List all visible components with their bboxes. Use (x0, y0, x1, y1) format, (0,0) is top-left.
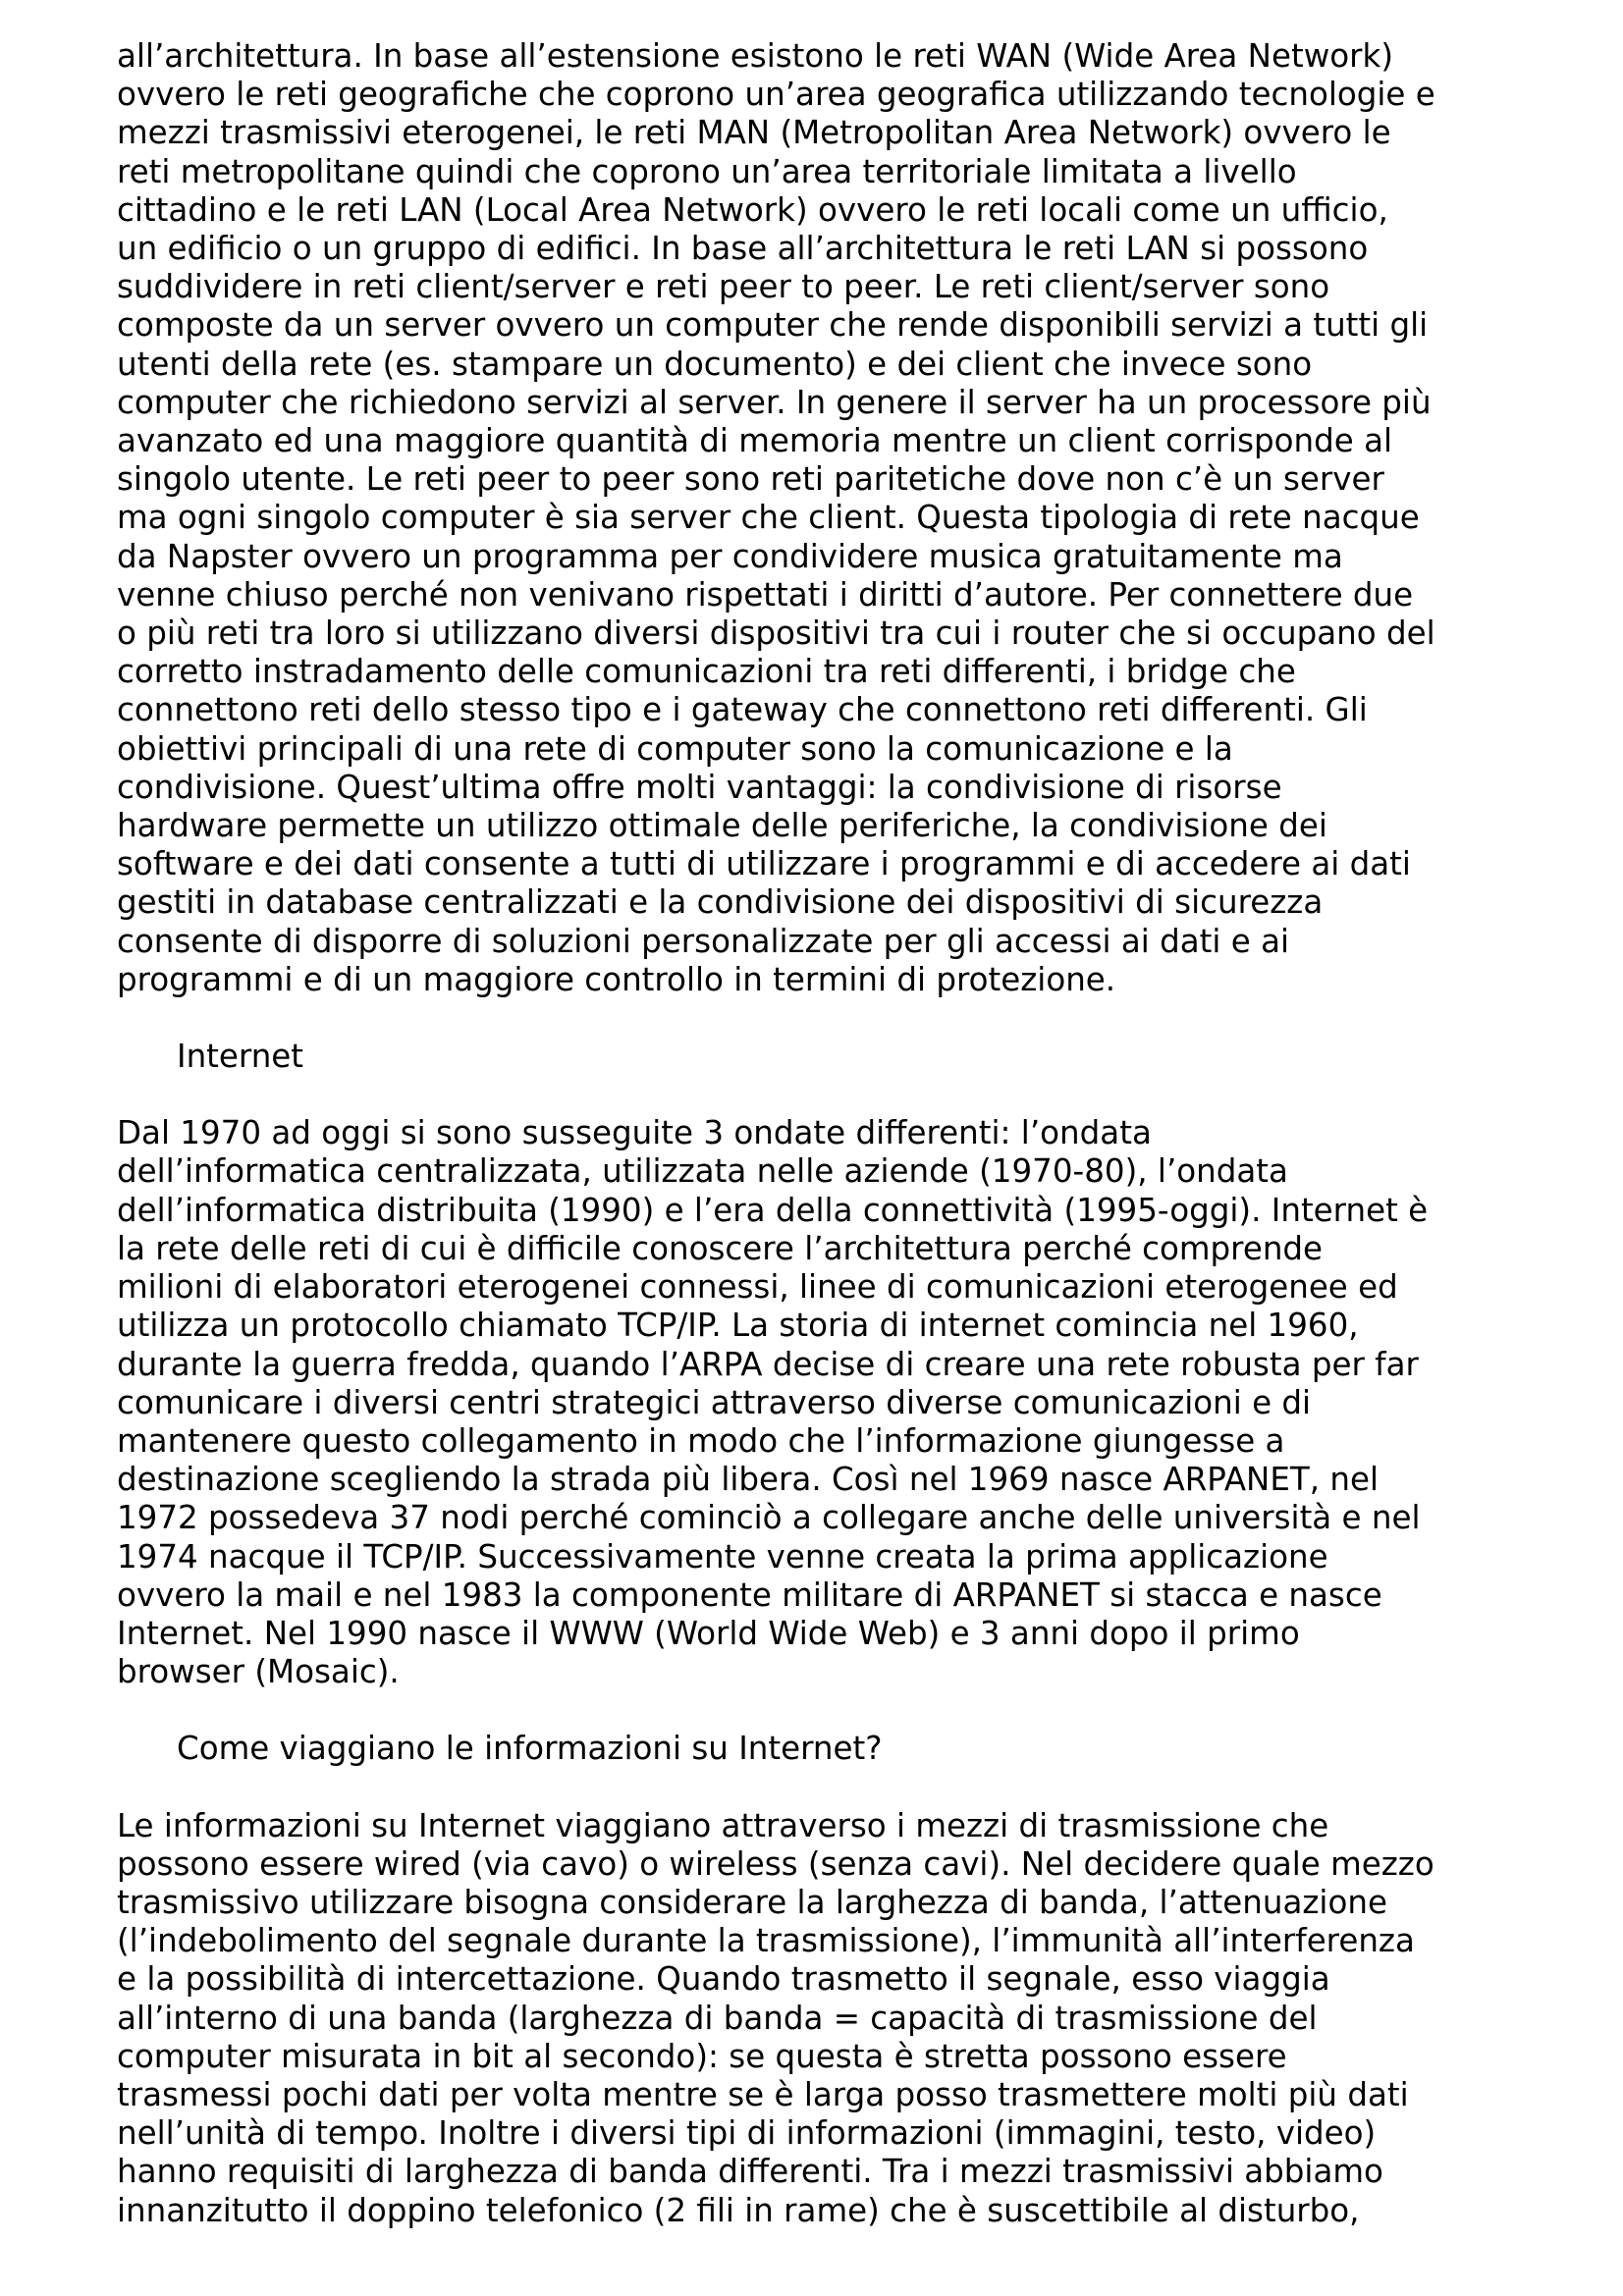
paragraph-information-travel: Le informazioni su Internet viaggiano attraverso i mezzi di trasmissione che possono essere wired (via cavo) o wireless (senza cavi). Nel decidere quale mezzo trasmissivo utilizzare bisogna considerare la larghezza di banda, l’attenuazione (l’indebolimento del segnale durante la trasmissione), l’immunità all’interferenza e la possibilità di intercettazione. Quando trasmetto il segnale, esso viaggia all’interno di una banda (larghezza di banda = capacità di trasmissione del computer misurata in bit al secondo): se questa è stretta possono essere trasmessi pochi dati per volta mentre se è larga posso trasmettere molti più dati nell’unità di tempo. Inoltre i diversi tipi di informazioni (immagini, testo, video) hanno requisiti di larghezza di banda differenti. Tra i mezzi trasmissivi abbiamo innanzitutto il doppino telefonico (2 fili in rame) che è suscettibile al disturbo, (117, 1806, 1434, 2229)
paragraph-internet: Dal 1970 ad oggi si sono susseguite 3 ondate differenti: l’ondata dell’informatica centralizzata, utilizzata nelle aziende (1970-80), l’ondata dell’informatica distribuita (1990) e l’era della connettività (1995-oggi). Internet è la rete delle reti di cui è difficile conoscere l’architettura perché comprende milioni di elaboratori eterogenei connessi, linee di comunicazioni eterogenee ed utilizza un protocollo chiamato TCP/IP. La storia di internet comincia nel 1960, durante la guerra fredda, quando l’ARPA decise di creare una rete robusta per far comunicare i diversi centri strategici attraverso diverse comunicazioni e di mantenere questo collegamento in modo che l’informazione giungesse a destinazione scegliendo la strada più libera. Così nel 1969 nasce ARPANET, nel 1972 possedeva 37 nodi perché cominciò a collegare anche delle università e nel 1974 nacque il TCP/IP. Successivamente venne creata la prima applicazione ovvero la mail e nel 1983 la componente militare di ARPANET si stacca e nasce Internet. Nel 1990 nasce il WWW (World Wide Web) e 3 anni dopo il primo browser (Mosaic). (117, 1114, 1429, 1691)
heading-information-travel: Come viaggiano le informazioni su Internet? (177, 1730, 883, 1768)
spacer (117, 1076, 1536, 1114)
spacer (117, 1691, 1536, 1730)
document-page (117, 37, 1536, 2230)
heading-internet: Internet (177, 1038, 304, 1076)
paragraph-networks: all’architettura. In base all’estensione esistono le reti WAN (Wide Area Network) ovvero le reti geografiche che coprono un’area geografica utilizzando tecnologie e mezzi trasmissivi eterogenei, le reti MAN (Metropolitan Area Network) ovvero le reti metropolitane quindi che coprono un’area territoriale limitata a livello cittadino e le reti LAN (Local Area Network) ovvero le reti locali come un ufficio, un edificio o un gruppo di edifici. In base all’architettura le reti LAN si possono suddividere in reti client/server e reti peer to peer. Le reti client/server sono composte da un server ovvero un computer che rende disponibili servizi a tutti gli utenti della rete (es. stampare un documento) e dei client che invece sono computer che richiedono servizi al server. In genere il server ha un processore più avanzato ed una maggiore quantità di memoria mentre un client corrisponde al singolo utente. Le reti peer to peer sono reti paritetiche dove non c’è un server ma ogni singolo computer è sia server che client. Questa tipologia di rete nacque da Napster ovvero un programma per condividere musica gratuitamente ma venne chiuso perché non venivano rispettati i diritti d’autore. Per connettere due o più reti tra loro si utilizzano diversi dispositivi tra cui i router che si occupano del corretto instradamento delle comunicazioni tra reti differenti, i bridge che connettono reti dello stesso tipo e i gateway che connettono reti differenti. Gli obiettivi principali di una rete di computer sono la comunicazione e la condivisione. Quest’ultima offre molti vantaggi: la condivisione di risorse hardware permette un utilizzo ottimale delle periferiche, la condivisione dei software e dei dati consente a tutti di utilizzare i programmi e di accedere ai dati gestiti in database centralizzati e la condivisione dei dispositivi di sicurezza consente di disporre di soluzioni personalizzate per gli accessi ai dati e ai programmi e di un maggiore controllo in termini di protezione. (117, 37, 1435, 998)
spacer (117, 1769, 1536, 1807)
spacer (117, 999, 1536, 1038)
